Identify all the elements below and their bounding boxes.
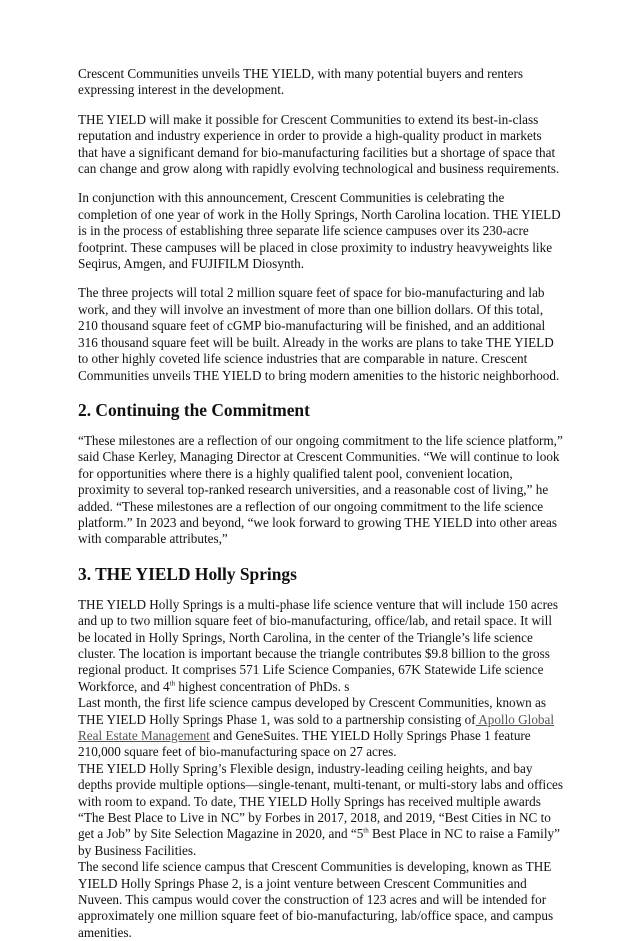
section-3-p3-text-end: Best Place in NC to raise a Family” by Business Facilities.: [78, 826, 560, 858]
section-3-paragraph-1: [78, 597, 564, 695]
section-3-p2-text: Last month, the first life science campus developed by Crescent Communities, known as THE YIELD Holly Springs Phase 1, was sold to a partnership consisting of: [78, 695, 547, 727]
intro-paragraph-2: THE YIELD will make it possible for Crescent Communities to extend its best-in-class reputation and industry experience in order to provide a high-quality product in markets that have a significant demand for bio-manufacturing facilities but a shortage of space that can change and grow along with rapidly evolving technological and business requirements.: [78, 111, 560, 177]
intro-paragraph-1: Crescent Communities unveils THE YIELD, with many potential buyers and renters expressing interest in the development.: [78, 66, 523, 98]
section-3-paragraph-2: [78, 695, 564, 761]
intro-paragraph-4: The three projects will total 2 million square feet of space for bio-manufacturing and lab work, and they will involve an investment of more than one billion dollars. Of this total, 210 thousand square feet of cGMP bio-manufacturing will be finished, and an additional 316 thousand square feet will be built. Already in the works are plans to take THE YIELD to other highly coveted life science industries that are comparable in nature. Crescent Communities unveils THE YIELD to bring modern amenities to the historic neighborhood.: [78, 285, 560, 383]
intro-paragraph-3: In conjunction with this announcement, Crescent Communities is celebrating the completion of one year of work in the Holly Springs, North Carolina location. THE YIELD is in the process of establishing three separate life science campuses over its 230-acre footprint. These campuses will be placed in close proximity to industry heavyweights like Seqirus, Amgen, and FUJIFILM Diosynth.: [78, 190, 561, 272]
section-3-paragraph-4: The second life science campus that Crescent Communities is developing, known as THE YIELD Holly Springs Phase 2, is a joint venture between Crescent Communities and Nuveen. This campus would cover the construction of 123 acres and will be intended for approximately one million square feet of bio-manufacturing, lab/office space, and campus amenities.: [78, 859, 554, 940]
section-2-paragraph-1: “These milestones are a reflection of our ongoing commitment to the life science platform,” said Chase Kerley, Managing Director at Crescent Communities. “We will continue to look for opportunities where there is a highly qualified talent pool, convenient location, proximity to several top-ranked research universities, and a reasonable cost of living,” he added. “These milestones are a reflection of our ongoing commitment to the life science platform.” In 2023 and beyond, “we look forward to growing THE YIELD into other areas with comparable attributes,”: [78, 432, 563, 547]
section-3-paragraph-3: [78, 761, 564, 859]
section-3-p2-text-end: and GeneSuites. THE YIELD Holly Springs Phase 1 feature 210,000 square feet of bio-manufacturing space on 27 acres.: [78, 728, 531, 760]
section-3-p3-text: THE YIELD Holly Spring’s Flexible design, industry-leading ceiling heights, and bay depths provide multiple options—single-tenant, multi-tenant, or multi-story labs and offices with room to expand. To date, THE YIELD Holly Springs has received multiple awards “The Best Place to Live in NC” by Forbes in 2017, 2018, and 2019, “Best Cities in NC to get a Job” by Site Selection Magazine in 2020, and “5: [78, 760, 564, 842]
section-3-p1-text-end: highest concentration of PhDs. s: [175, 678, 350, 694]
document-page: [78, 66, 564, 941]
section-2-heading: 2. Continuing the Commitment: [78, 399, 310, 420]
section-3-p1-text: THE YIELD Holly Springs is a multi-phase life science venture that will include 150 acres and up to two million square feet of bio-manufacturing, office/lab, and retail space. It will be located in Holly Springs, North Carolina, in the center of the Triangle’s life science cluster. The location is important because the triangle contributes $9.8 billion to the gross regional product. It comprises 571 Life Science Companies, 67K Statewide Life science Workforce, and 4: [78, 596, 558, 694]
ordinal-suffix: th: [169, 679, 176, 688]
ordinal-suffix: th: [363, 827, 369, 836]
apollo-global-link[interactable]: Apollo Global Real Estate Management: [78, 711, 555, 743]
section-3-heading: 3. THE YIELD Holly Springs: [78, 563, 297, 584]
